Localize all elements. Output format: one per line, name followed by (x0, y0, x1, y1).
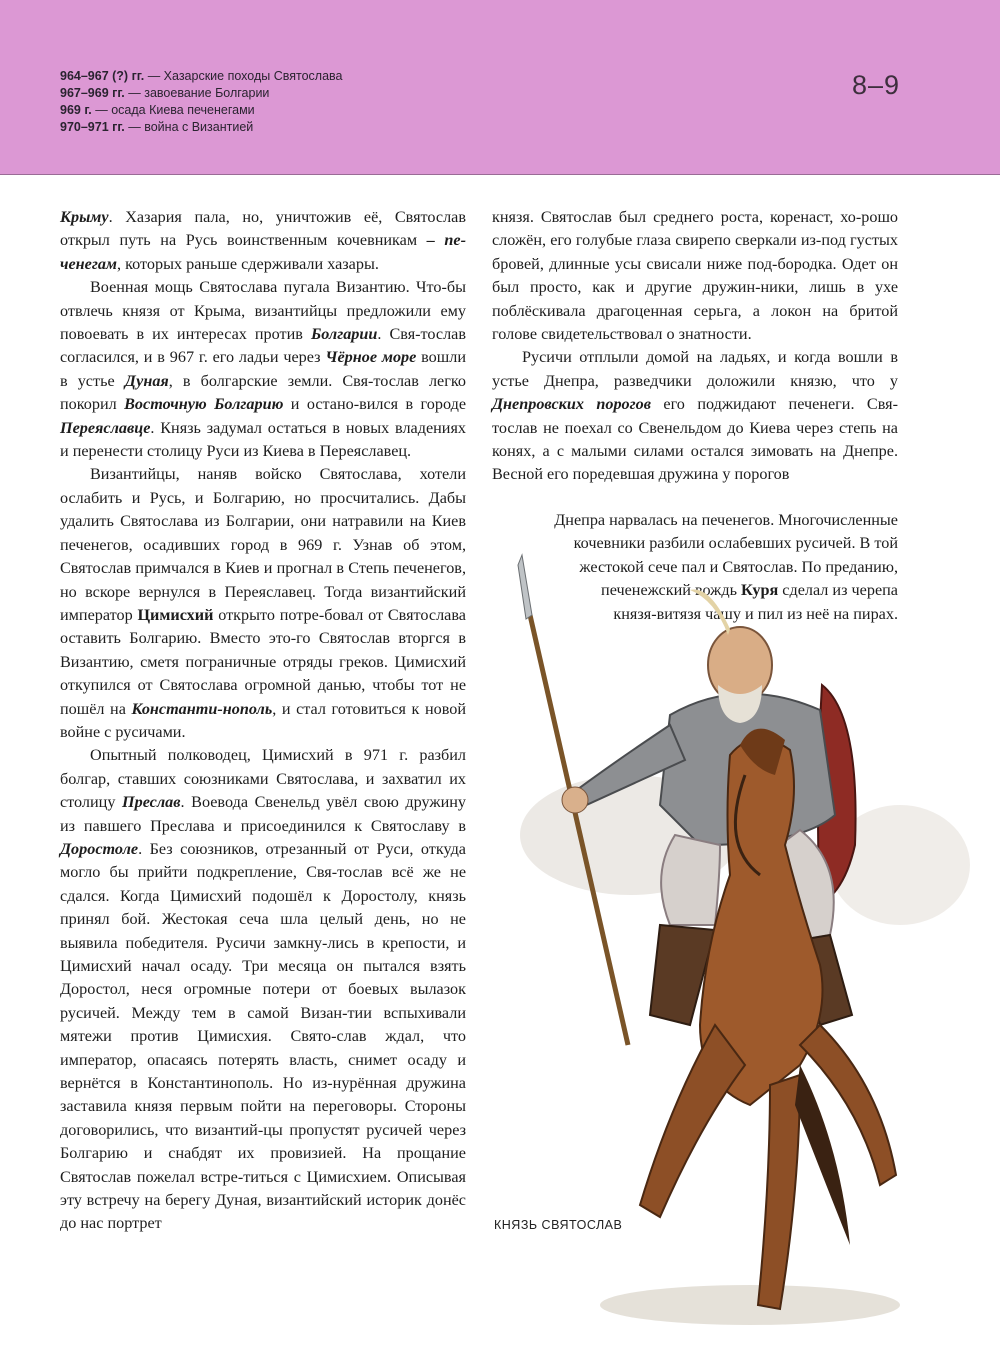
text-line: князя-витязя чашу и пил из неё на пирах. (613, 604, 898, 623)
text-line: печенежский вождь Куря сделал из черепа (601, 581, 898, 600)
paragraph: Русичи отплыли домой на ладьях, и когда вошли в устье Днепра, разведчики доложили князю, что у Днепровских порогов его поджидают печенеги. Свя-тослав не поехал со Свенельдом до Киева через степь на конях, а с малыми силами остался зимовать на Днепре. Весной его поредевшая дружина у порогов (492, 348, 898, 484)
paragraph: Византийцы, наняв войско Святослава, хотели ослабить и Русь, и Болгарию, но просчитались. Дабы удалить Святослава из Болгарии, они натравили на Киев печенегов, осадивших город в 969 г. Узнав об этом, Святослав примчался в Киев и прогнал в Степь печенегов, но вскоре вернулся в Переяславец. Тогда византийский император Цимисхий открыто потре-бовал от Святослава оставить Болгарию. Вместо это-го Святослав вторгся в Византию, сметя пограничные отряды греков. Цимисхий откупился от Святослава огромной данью, чтобы тот не пошёл на Константи-нополь, и стал готовиться к новой войне с русичами. (60, 465, 466, 741)
text-line: кочевники разбили ослабевших русичей. В той (573, 534, 898, 553)
illustration-caption: КНЯЗЬ СВЯТОСЛАВ (494, 1218, 623, 1232)
warrior-horse-illustration (500, 545, 980, 1325)
left-column (60, 206, 466, 1236)
timeline-item: 964–967 (?) гг. — Хазарские походы Святослава (60, 69, 343, 83)
timeline-item: 970–971 гг. — война с Византией (60, 120, 254, 134)
timeline-item: 969 г. — осада Киева печенегами (60, 103, 255, 117)
text-line: Днепра нарвалась на печенегов. Многочисленные (554, 511, 898, 529)
paragraph: князя. Святослав был среднего роста, коренаст, хо-рошо сложён, его голубые глаза свирепо сверкали из-под густых бровей, длинные усы свисали ниже под-бородка. Одет он был просто, как и другие дружин-ники, лишь в ухе поблёскивала драгоценная серьга, а локон на бритой голове свидетельствовал о знатности. (492, 208, 898, 344)
text-line: жестокой сече пал и Святослав. По преданию, (579, 557, 898, 576)
timeline-list (60, 68, 342, 136)
page-number: 8–9 (851, 70, 900, 100)
paragraph: Военная мощь Святослава пугала Византию. Что-бы отвлечь князя от Крыма, византийцы предложили ему повоевать в их интересах против Болгарии. Свя-тослав согласился, и в 967 г. его ладьи через Чёрное море вошли в устье Дуная, в болгарские земли. Свя-тослав легко покорил Восточную Болгарию и остано-вился в городе Переяславце. Князь задумал остаться в новых владениях и перенести столицу Руси из Киева в Переяславец. (60, 278, 467, 461)
right-column (492, 206, 898, 487)
timeline-item: 967–969 гг. — завоевание Болгарии (60, 86, 270, 100)
paragraph: Крыму. Хазария пала, но, уничтожив её, Святослав открыл путь на Русь воинственным кочевникам – пе-ченегам, которых раньше сдерживали хазары. (60, 208, 467, 273)
paragraph: Опытный полководец, Цимисхий в 971 г. разбил болгар, ставших союзниками Святослава, и захватил их столицу Преслав. Воевода Свенельд увёл свою дружину из павшего Преслава и присоединился к Святославу в Доростоле. Без союзников, отрезанный от Руси, откуда могло бы прийти подкрепление, Свя-тослав всё же не сдался. Когда Цимисхий подошёл к Доростолу, князь принял бой. Жестокая сеча шла целый день, но не выявила победителя. Русичи замкну-лись в крепости, и Цимисхий начал осаду. Три месяца он пытался взять Доростол, неся огромные потери от боевых вылазок русичей. Между тем в самой Визан-тии вспыхивали мятежи против Цимисхия. Свято-слав ждал, что император, опасаясь потерять власть, снимет осаду и вернётся в Константинополь. Но из-нурённая дружина заставила князя первым пойти на переговоры. Стороны договорились, что византий-цы пропустят русичей через Болгарию и снабдят их провизией. На прощание Святослав пожелал встре-титься с Цимисхием. Описывая эту встречу на берегу Дуная, византийский историк донёс до нас портрет (60, 746, 466, 1233)
